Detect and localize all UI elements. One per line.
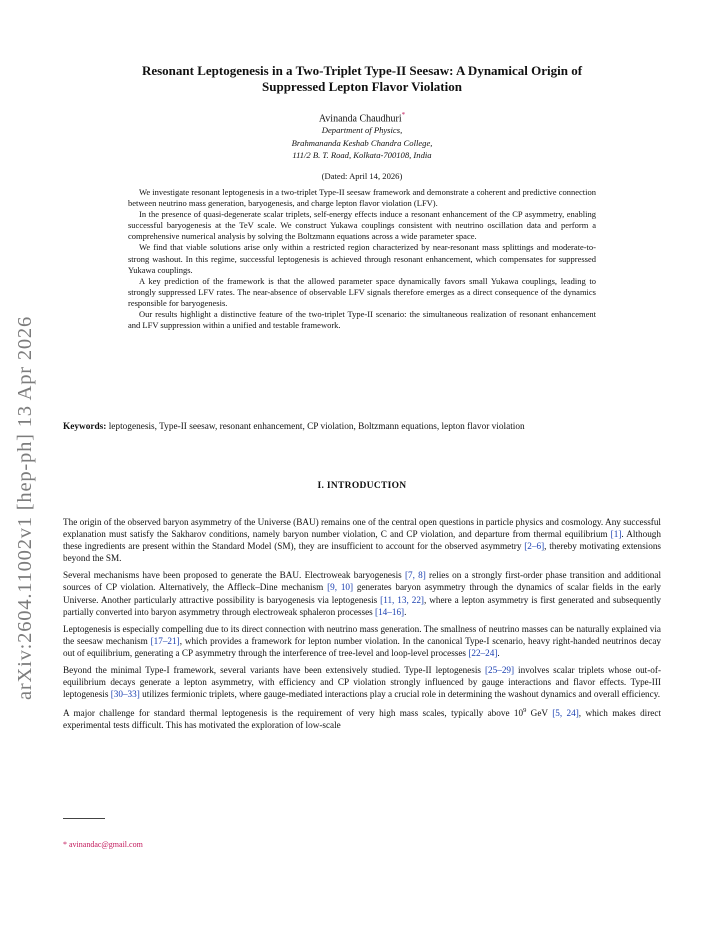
affiliation-line: Department of Physics, [321,125,403,135]
title-line-2: Suppressed Lepton Flavor Violation [262,79,462,94]
abstract [128,187,596,331]
abstract-paragraph: In the presence of quasi-degenerate scalar triplets, self-energy effects induce a resonant enhancement of the CP asymmetry, enabling successful baryogenesis at the TeV scale. We construct Yukawa couplings consistent with neutrino oscillation data and perform a comprehensive numerical analysis by solving the Boltzmann equations across a wide parameter space. [128,209,596,242]
author-footnote-mark[interactable]: * [401,111,406,119]
arxiv-identifier: arXiv:2604.11002v1 [hep-ph] 13 Apr 2026 [14,315,36,700]
citation-link[interactable]: [7, 8] [404,570,426,581]
affiliation-line: Brahmananda Keshab Chandra College, [291,137,433,148]
text-run: , which provides a framework for lepton number violation. In the canonical Type-I scenario, heavy right-handed neutrinos decay out of equilibrium, generating a CP asymmetry through the interference of tree-level and loop-level processes [63,635,661,658]
keywords [63,421,661,433]
author-name: Avinanda Chaudhuri [318,113,402,125]
citation-link[interactable]: [5, 24] [552,708,579,719]
abstract-paragraph: We investigate resonant leptogenesis in a two-triplet Type-II seesaw framework and demonstrate a coherent and predictive connection between neutrino mass generation, baryogenesis, and charge lepton flavor violation (LFV). [128,187,596,209]
section-heading: I. INTRODUCTION [317,481,407,491]
citation-link[interactable]: [22–24] [468,647,498,658]
affiliation [63,124,661,162]
citation-link[interactable]: [14–16] [375,606,405,617]
text-run: GeV [526,708,553,719]
text-run: , which makes direct experimental tests difficult. This has motivated the exploration of low-scale [63,708,662,731]
footnote-rule [63,818,105,819]
text-run: . [497,647,500,658]
citation-link[interactable]: [25–29] [484,665,515,676]
text-run: involves scalar triplets whose out-of-equilibrium decays generate a lepton asymmetry, with efficiency and CP violation strongly influenced by gauge interactions and flavor effects. Type-III leptogenesis [63,665,661,700]
text-run: , where a lepton asymmetry is first generated and subsequently partially converted into baryon asymmetry through electroweak sphaleron processes [63,594,661,617]
text-run: The origin of the observed baryon asymmetry of the Universe (BAU) remains one of the central open questions in particle physics and cosmology. Any successful explanation must satisfy the Sakharov conditions, namely baryon number violation, C and CP violation, and departure from thermal equilibrium [63,517,661,540]
text-run: , thereby motivating extensions beyond the SM. [63,541,661,564]
citation-link[interactable]: [9, 10] [327,582,354,593]
intro-paragraph [63,623,661,659]
citation-link[interactable]: [11, 13, 22] [380,594,424,605]
author-email-link[interactable]: avinandac@gmail.com [69,840,143,849]
text-run: generates baryon asymmetry through the dynamics of scalar fields in the early Universe. Another particularly attractive possibility is baryogenesis via leptogenesis [63,582,661,605]
keywords-label: Keywords: [63,422,107,432]
text-run: . [404,606,407,617]
abstract-paragraph: A key prediction of the framework is that the allowed parameter space dynamically favors small Yukawa couplings, leading to strongly suppressed LFV rates. The near-absence of observable LFV signals therefore emerges as a direct consequence of the dynamics responsible for baryogenesis. [128,275,596,308]
citation-link[interactable]: [1] [610,529,622,540]
keywords-text: leptogenesis, Type-II seesaw, resonant enhancement, CP violation, Boltzmann equations, lepton flavor violation [108,422,525,432]
text-run: Leptogenesis is especially compelling due to its direct connection with neutrino mass generation. The smallness of neutrino masses can be naturally explained via the seesaw mechanism [63,623,661,646]
title-line-1: Resonant Leptogenesis in a Two-Triplet Type-II Seesaw: A Dynamical Origin of [141,63,583,78]
text-run: utilizes fermionic triplets, where gauge-mediated interactions play a crucial role in determining the washout dynamics and overall efficiency. [139,689,660,700]
dated: (Dated: April 14, 2026) [321,171,403,181]
text-run: relies on a strongly first-order phase transition and additional sources of CP violation. Alternatively, the Affleck–Dine mechanism [63,570,662,593]
abstract-paragraph: Our results highlight a distinctive feature of the two-triplet Type-II scenario: the simultaneous realization of resonant enhancement and LFV suppression within a unified and testable framework. [128,309,596,331]
text-run: Several mechanisms have been proposed to generate the BAU. Electroweak baryogenesis [63,570,405,581]
intro-paragraph [63,705,661,731]
footnote [63,840,143,849]
intro-paragraph [63,569,661,617]
text-run: A major challenge for standard thermal leptogenesis is the requirement of very high mass scales, typically above 10 [63,708,524,719]
citation-link[interactable]: [30–33] [110,689,140,700]
text-run: . Although these ingredients are present within the Standard Model (SM), they are insufficient to account for the observed asymmetry [63,529,661,552]
affiliation-line: 111/2 B. T. Road, Kolkata-700108, India [292,150,432,160]
text-run: Beyond the minimal Type-I framework, several variants have been extensively studied. Type-II leptogenesis [63,665,485,676]
intro-paragraph [63,664,661,700]
footnote-mark: * [63,840,67,849]
intro-paragraph [63,516,661,564]
author [63,111,661,124]
citation-link[interactable]: [17–21] [150,635,180,646]
abstract-paragraph: We find that viable solutions arise only within a restricted region characterized by near-resonant mass splittings and moderate-to-strong washout. In this regime, successful leptogenesis is achieved through resonant enhancement, which compensates for suppressed Yukawa couplings. [128,242,596,275]
superscript: 9 [523,707,527,715]
introduction-body [63,516,661,737]
citation-link[interactable]: [2–6] [524,541,545,552]
paper-title [63,63,661,95]
